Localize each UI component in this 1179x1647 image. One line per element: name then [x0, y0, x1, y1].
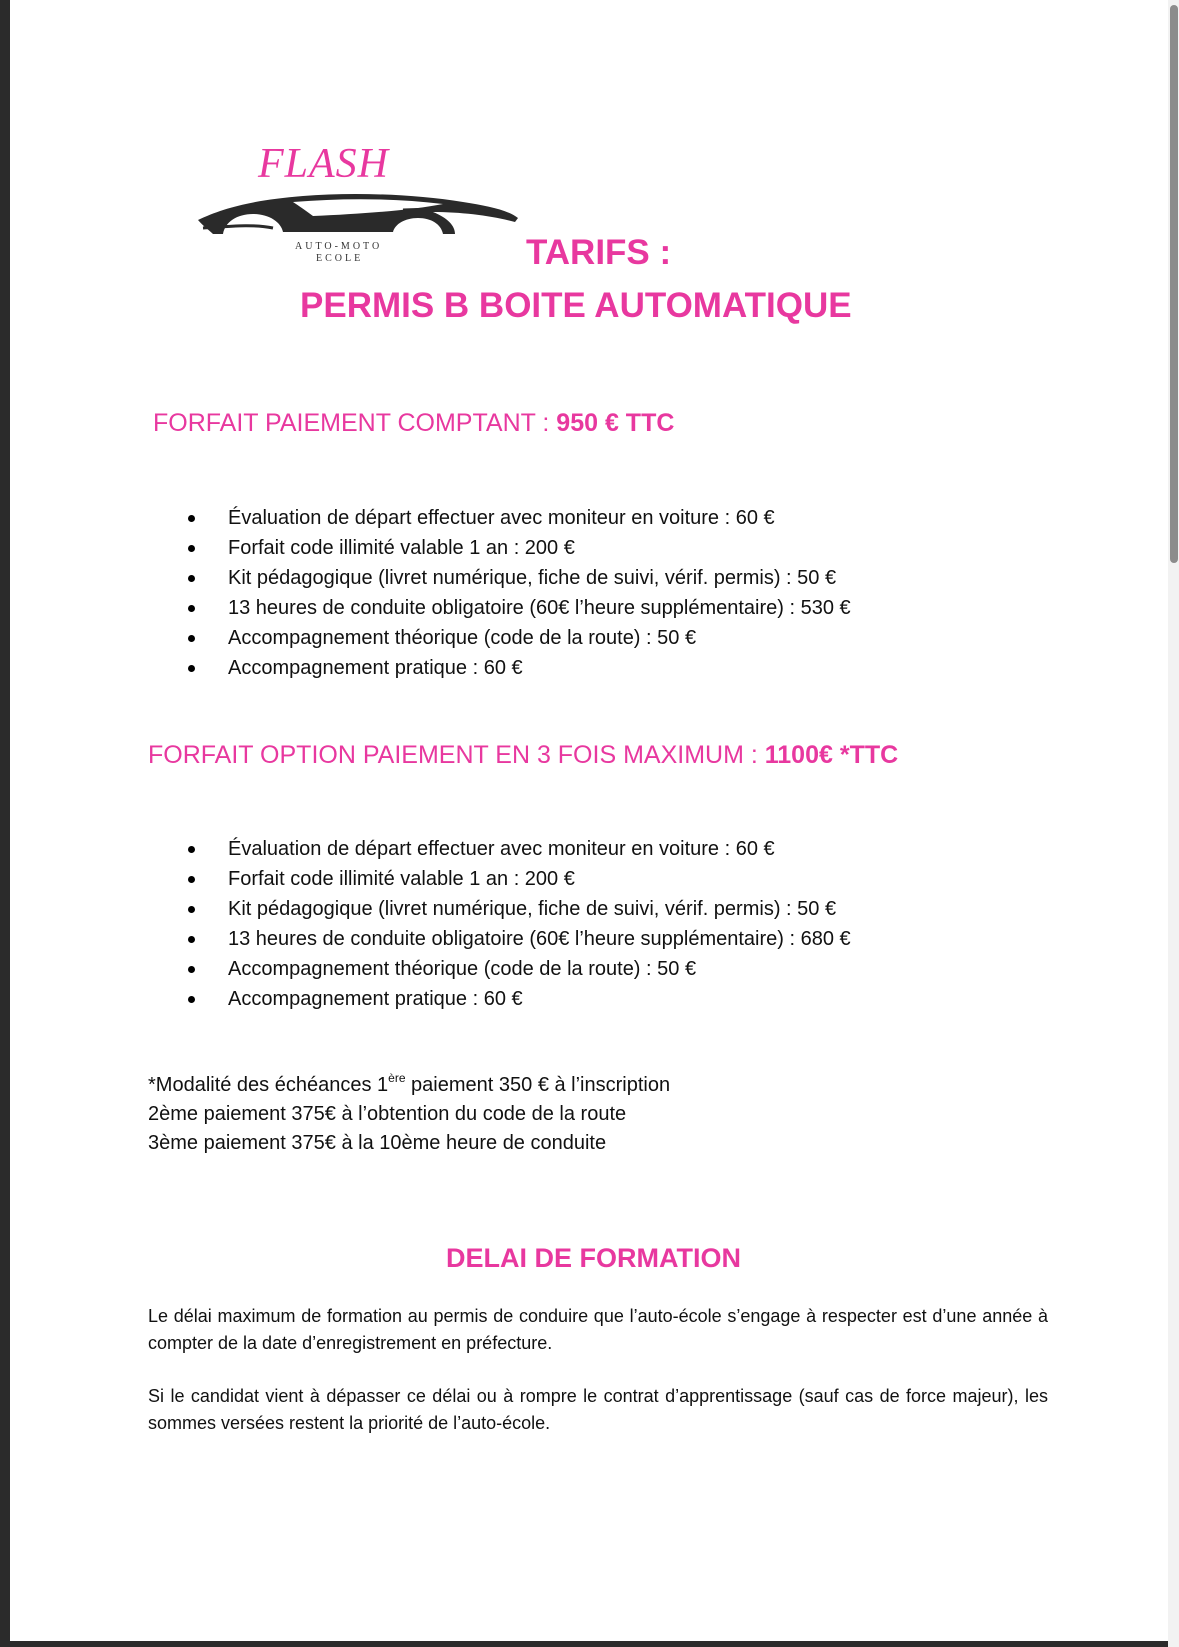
list-item: Accompagnement théorique (code de la route) : 50 € — [188, 623, 851, 653]
forfait-3fois-heading — [148, 741, 898, 770]
schedule-line-1-start: *Modalité des échéances 1 — [148, 1074, 389, 1096]
car-icon — [193, 188, 523, 248]
schedule-line-3: 3ème paiement 375€ à la 10ème heure de conduite — [148, 1132, 607, 1154]
logo-subtitle-1: AUTO-MOTO — [295, 241, 383, 252]
schedule-line-1 — [148, 1071, 670, 1100]
schedule-superscript: ère — [388, 1071, 406, 1085]
list-item: Kit pédagogique (livret numérique, fiche de suivi, vérif. permis) : 50 € — [188, 894, 851, 924]
list-item: Accompagnement pratique : 60 € — [188, 653, 851, 683]
document-page — [10, 0, 1168, 1641]
schedule-line-1-end: paiement 350 € à l’inscription — [405, 1074, 671, 1096]
forfait-3fois-price: 1100€ *TTC — [764, 741, 899, 769]
list-item: Kit pédagogique (livret numérique, fiche de suivi, vérif. permis) : 50 € — [188, 563, 851, 593]
scrollbar-thumb[interactable] — [1170, 5, 1178, 563]
page-title-line-2: PERMIS B BOITE AUTOMATIQUE — [300, 286, 852, 325]
list-item: Accompagnement théorique (code de la route) : 50 € — [188, 954, 851, 984]
list-item: Forfait code illimité valable 1 an : 200 € — [188, 533, 851, 563]
list-item: Forfait code illimité valable 1 an : 200 € — [188, 864, 851, 894]
payment-schedule — [148, 1071, 670, 1158]
delai-paragraph-1: Le délai maximum de formation au permis de conduire que l’auto-école s’engage à respecter est d’une année à compter de la date d’enregistrement en préfecture. — [148, 1306, 1048, 1353]
list-item: Évaluation de départ effectuer avec moniteur en voiture : 60 € — [188, 834, 851, 864]
schedule-line-2: 2ème paiement 375€ à l’obtention du code de la route — [148, 1103, 627, 1125]
forfait-comptant-label: FORFAIT PAIEMENT COMPTANT : — [153, 409, 557, 437]
logo-brand: FLASH — [258, 141, 389, 187]
delai-paragraph-2: Si le candidat vient à dépasser ce délai ou à rompre le contrat d’apprentissage (sauf cas de force majeur), les sommes versées restent la priorité de l’auto-école. — [148, 1386, 1048, 1433]
forfait-comptant-price: 950 € TTC — [556, 409, 675, 437]
forfait-comptant-heading — [153, 409, 674, 438]
school-logo — [193, 140, 523, 270]
list-item: 13 heures de conduite obligatoire (60€ l’heure supplémentaire) : 680 € — [188, 924, 851, 954]
delai-heading: DELAI DE FORMATION — [446, 1243, 741, 1273]
list-item: Accompagnement pratique : 60 € — [188, 984, 851, 1014]
forfait-comptant-list — [188, 503, 851, 683]
forfait-3fois-list — [188, 834, 851, 1014]
logo-subtitle-2: ECOLE — [316, 253, 364, 264]
list-item: 13 heures de conduite obligatoire (60€ l’heure supplémentaire) : 530 € — [188, 593, 851, 623]
list-item: Évaluation de départ effectuer avec moniteur en voiture : 60 € — [188, 503, 851, 533]
forfait-3fois-label: FORFAIT OPTION PAIEMENT EN 3 FOIS MAXIMUM : — [148, 741, 765, 769]
page-title-line-1: TARIFS : — [526, 233, 672, 272]
vertical-scrollbar[interactable] — [1168, 0, 1179, 1647]
